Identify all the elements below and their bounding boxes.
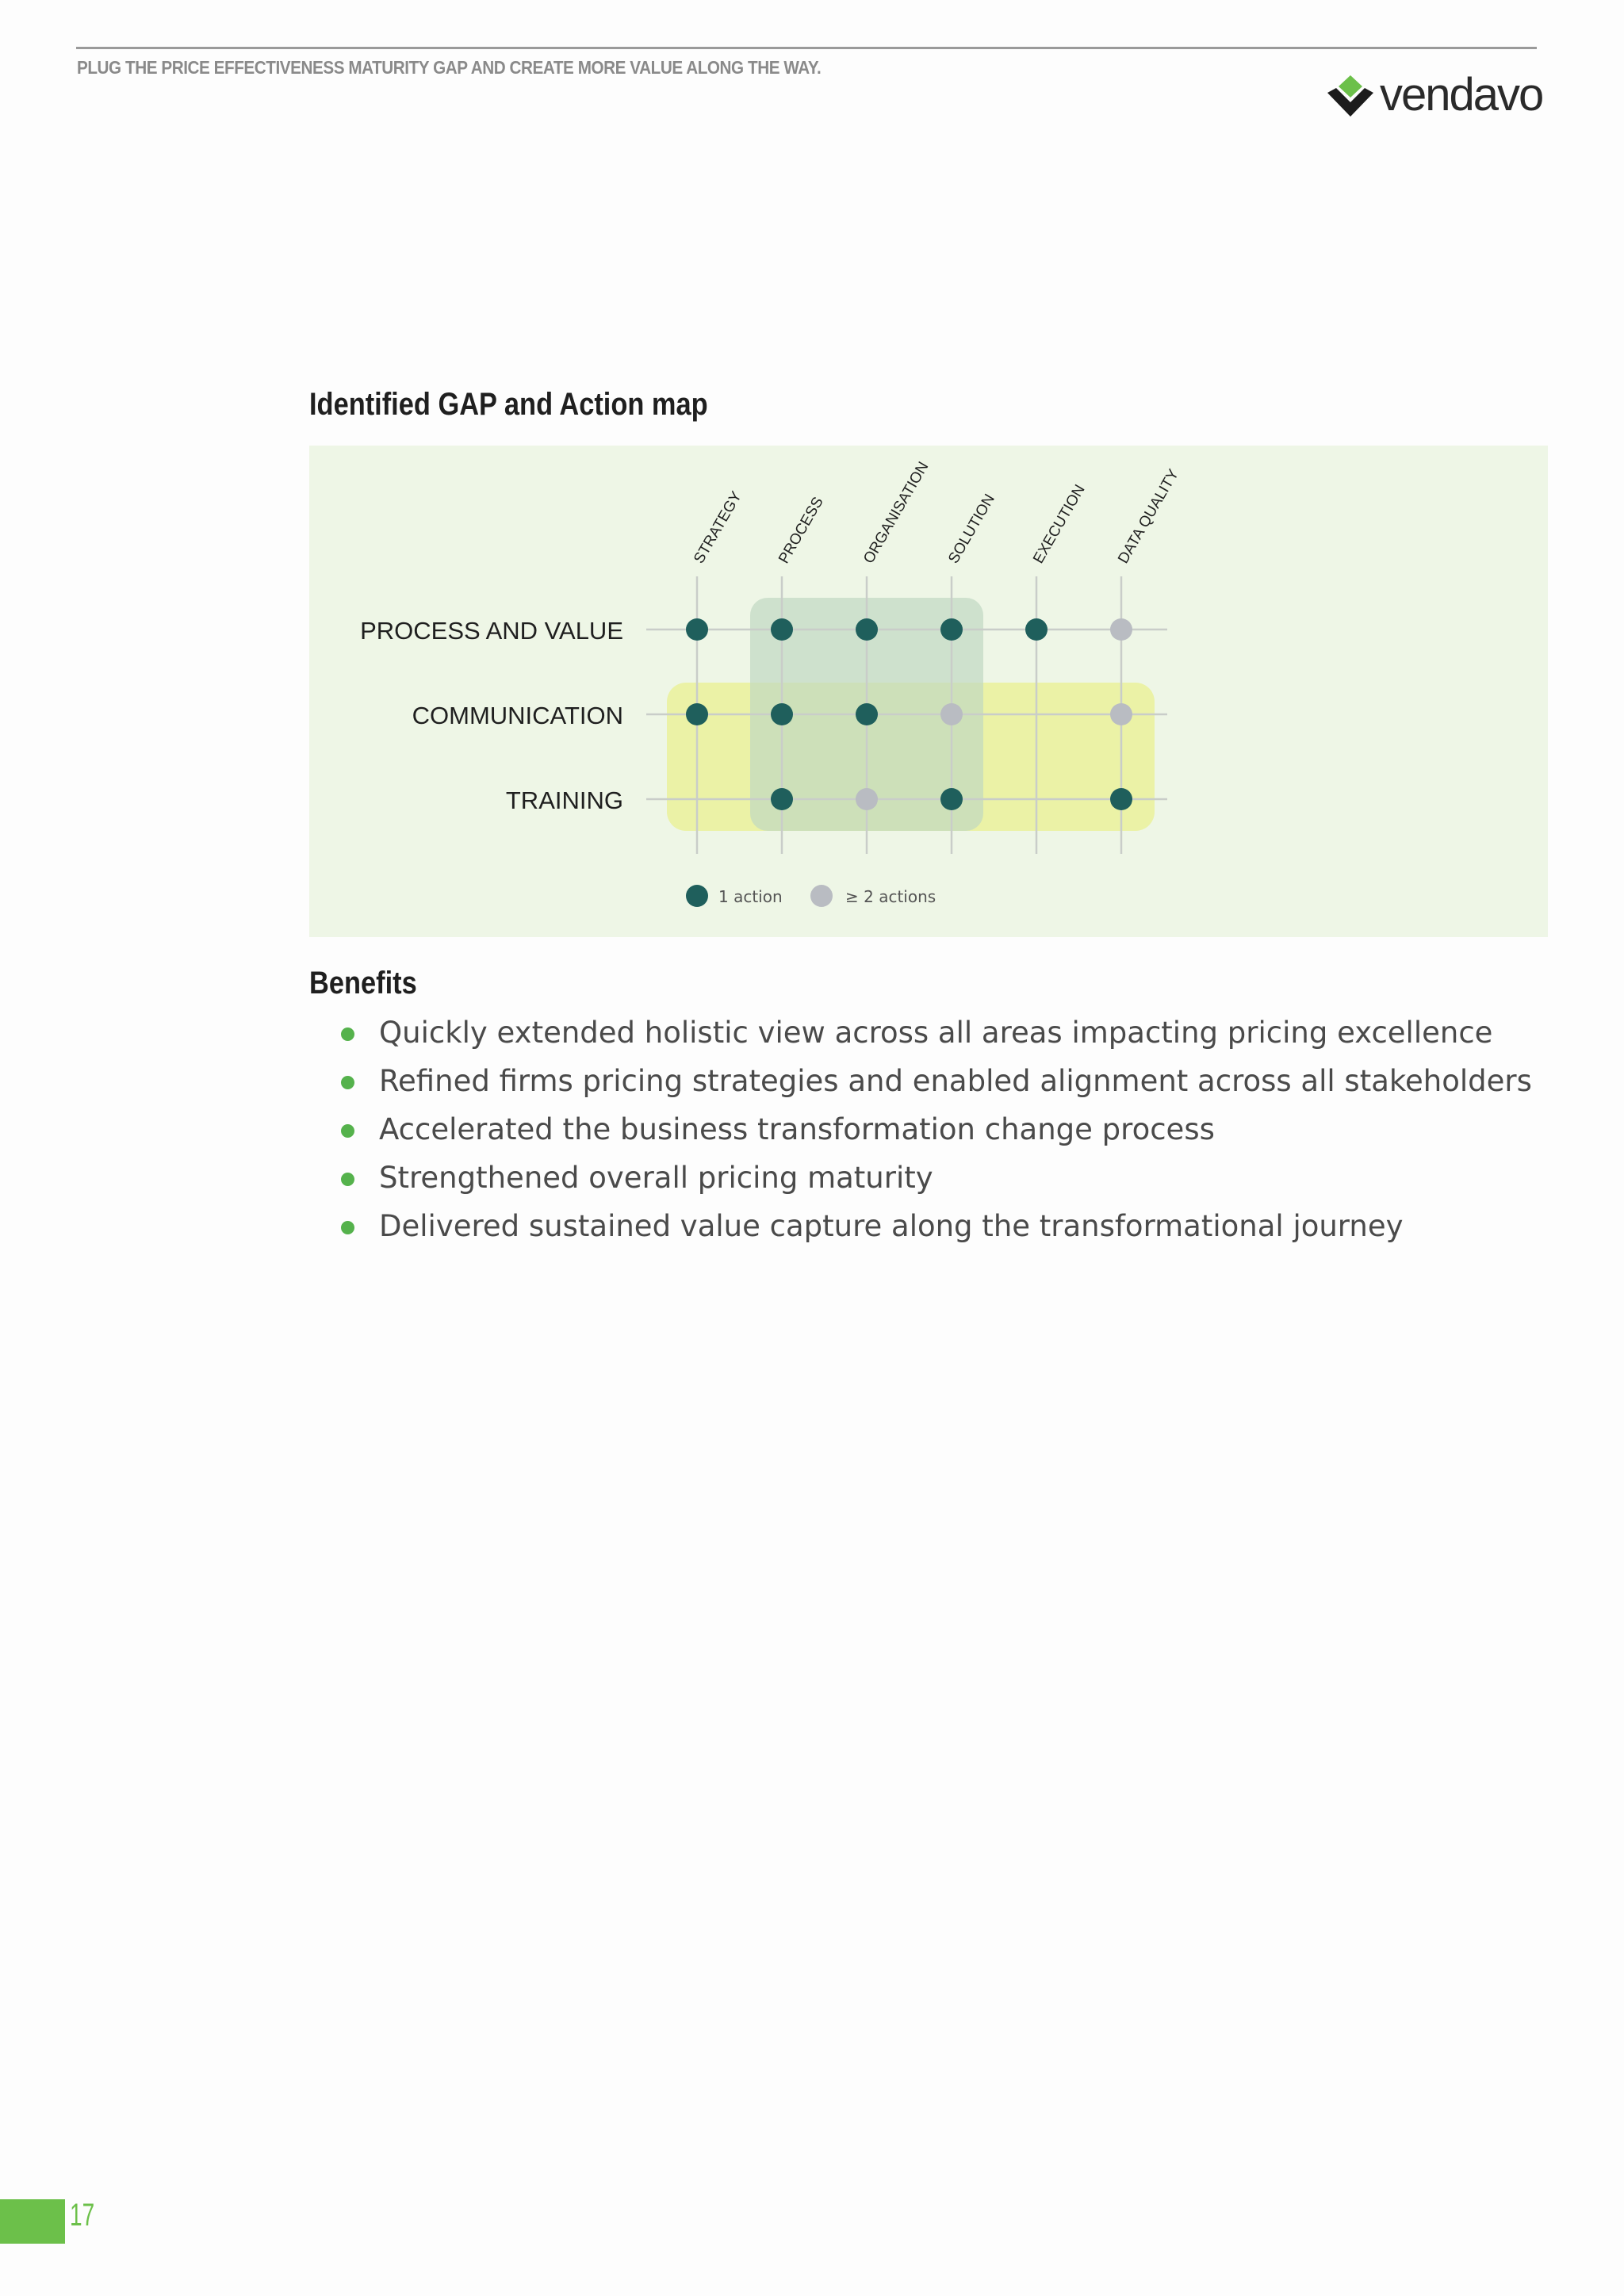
benefits-title: Benefits <box>309 966 417 1001</box>
legend-two-plus-actions-label: ≥ 2 actions <box>845 887 936 906</box>
benefit-text: Delivered sustained value capture along the transformational journey <box>379 1209 1404 1243</box>
bullet-icon <box>341 1221 354 1234</box>
bullet-icon <box>341 1027 354 1041</box>
benefit-item <box>341 1154 1532 1202</box>
row-label: COMMUNICATION <box>412 702 623 729</box>
column-label: SOLUTION <box>945 491 998 567</box>
marker-one-action <box>856 703 878 725</box>
benefit-text: Quickly extended holistic view across all areas impacting pricing excellence <box>379 1016 1493 1050</box>
column-label: DATA QUALITY <box>1115 466 1183 567</box>
benefit-item <box>341 1202 1532 1250</box>
bullet-icon <box>341 1173 354 1186</box>
column-label: PROCESS <box>776 494 827 567</box>
column-label: STRATEGY <box>691 488 745 567</box>
vendavo-logo <box>1326 63 1542 127</box>
marker-one-action <box>686 618 708 641</box>
benefit-text: Accelerated the business transformation change process <box>379 1112 1215 1146</box>
column-label: ORGANISATION <box>860 459 933 567</box>
vendavo-logo-mark <box>1326 69 1375 121</box>
benefit-item <box>341 1008 1532 1057</box>
gap-map-panel <box>309 446 1548 937</box>
row-label: PROCESS AND VALUE <box>360 617 623 645</box>
page-number: 17 <box>70 2198 95 2233</box>
marker-one-action <box>771 703 793 725</box>
gap-map-title: Identified GAP and Action map <box>309 387 708 422</box>
marker-one-action <box>686 703 708 725</box>
benefit-item <box>341 1105 1532 1154</box>
marker-one-action <box>1025 618 1048 641</box>
benefit-item <box>341 1057 1532 1105</box>
bullet-icon <box>341 1124 354 1138</box>
legend-one-action-label: 1 action <box>718 887 783 906</box>
document-header-title: PLUG THE PRICE EFFECTIVENESS MATURITY GAP AND CREATE MORE VALUE ALONG THE WAY. <box>77 57 822 78</box>
benefits-list <box>341 1008 1532 1250</box>
page-number-tab <box>0 2199 65 2244</box>
marker-two-plus-actions <box>1110 618 1132 641</box>
marker-one-action <box>856 618 878 641</box>
gap-action-map <box>309 446 1548 937</box>
marker-one-action <box>771 618 793 641</box>
legend-two-plus-actions-icon <box>810 885 833 907</box>
marker-two-plus-actions <box>940 703 963 725</box>
logo-wordmark: vendavo <box>1380 69 1543 121</box>
marker-two-plus-actions <box>856 788 878 810</box>
benefit-text: Refined firms pricing strategies and enabled alignment across all stakeholders <box>379 1064 1532 1098</box>
marker-one-action <box>771 788 793 810</box>
header-rule <box>76 47 1537 49</box>
marker-two-plus-actions <box>1110 703 1132 725</box>
benefit-text: Strengthened overall pricing maturity <box>379 1161 933 1195</box>
column-label: EXECUTION <box>1030 481 1089 567</box>
bullet-icon <box>341 1076 354 1089</box>
marker-one-action <box>1110 788 1132 810</box>
marker-one-action <box>940 788 963 810</box>
marker-one-action <box>940 618 963 641</box>
row-label: TRAINING <box>505 786 623 814</box>
legend-one-action-icon <box>686 885 708 907</box>
